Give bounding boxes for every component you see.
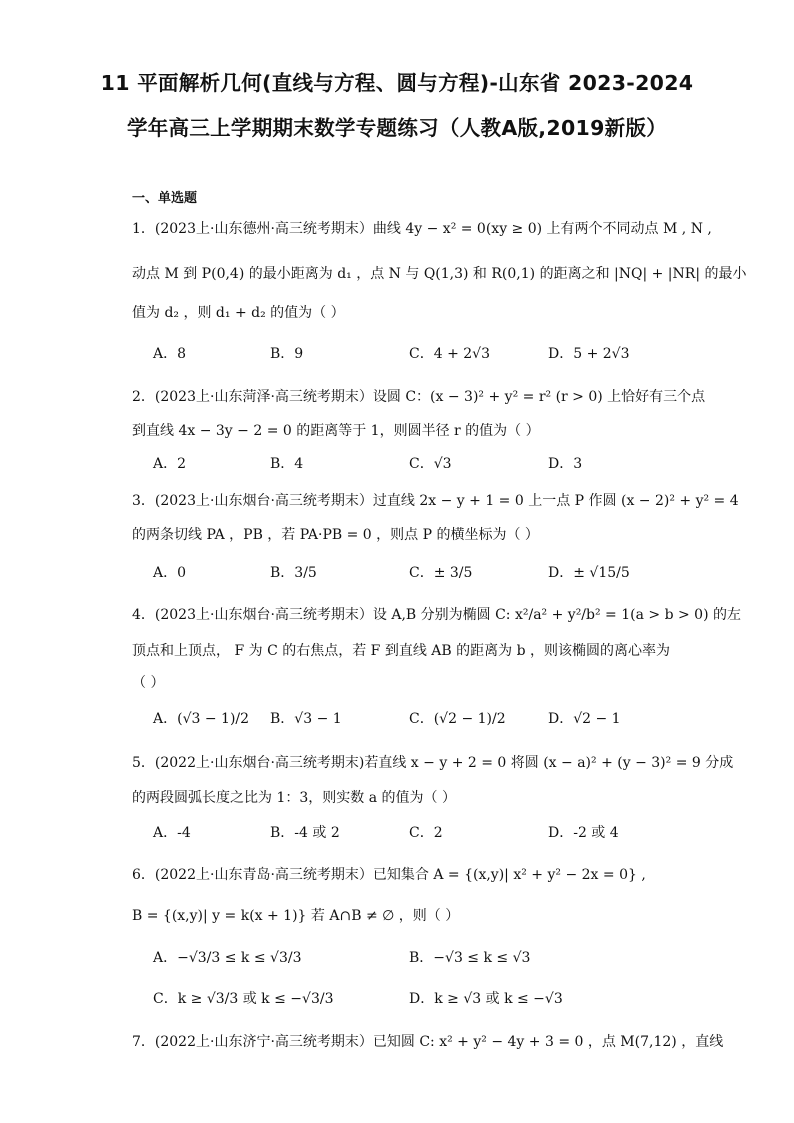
- question-6-option-c: C．k ≥ √3/3 或 k ≤ −√3/3: [153, 991, 334, 1007]
- question-6-option-d: D．k ≥ √3 或 k ≤ −√3: [409, 991, 563, 1007]
- question-5-line-1: 5．(2022上·山东烟台·高三统考期末)若直线 x − y + 2 = 0 将圆 (x − a)² + (y − 3)² = 9 分成: [132, 755, 734, 771]
- question-3-line-2: 的两条切线 PA ，PB ，若 PA·PB = 0 ，则点 P 的横坐标为（ ）: [132, 527, 539, 543]
- section-heading: 一、单选题: [132, 191, 198, 206]
- question-6-line-1: 6．(2022上·山东青岛·高三统考期末）已知集合 A = {(x,y)| x² + y² − 2x = 0} ,: [132, 867, 646, 883]
- question-1-option-c: C．4 + 2√3: [409, 346, 490, 362]
- question-4-option-d: D．√2 − 1: [548, 711, 621, 727]
- question-2-line-2: 到直线 4x − 3y − 2 = 0 的距离等于 1，则圆半径 r 的值为（ ）: [132, 423, 540, 439]
- question-5-line-2: 的两段圆弧长度之比为 1：3，则实数 a 的值为（ ）: [132, 790, 456, 806]
- question-7-line-1: 7．(2022上·山东济宁·高三统考期末）已知圆 C: x² + y² − 4y + 3 = 0 ，点 M(7,12) ，直线: [132, 1034, 724, 1050]
- question-6-line-2: B = {(x,y)| y = k(x + 1)} 若 A∩B ≠ ∅ ，则（ ）: [132, 908, 460, 924]
- question-3-line-1: 3．(2023上·山东烟台·高三统考期末）过直线 2x − y + 1 = 0 上一点 P 作圆 (x − 2)² + y² = 4: [132, 493, 739, 509]
- question-4-line-1: 4．(2023上·山东烟台·高三统考期末）设 A,B 分别为椭圆 C: x²/a² + y²/b² = 1(a > b > 0) 的左: [132, 607, 741, 623]
- question-6-option-a: A．−√3/3 ≤ k ≤ √3/3: [153, 950, 302, 966]
- question-3-option-b: B．3/5: [270, 565, 317, 581]
- question-1-line-2: 动点 M 到 P(0,4) 的最小距离为 d₁ ，点 N 与 Q(1,3) 和 R(0,1) 的距离之和 |NQ| + |NR| 的最小: [132, 266, 747, 282]
- question-4-option-b: B．√3 − 1: [270, 711, 342, 727]
- question-4-line-2: 顶点和上顶点， F 为 C 的右焦点，若 F 到直线 AB 的距离为 b ，则该椭圆的离心率为: [132, 643, 671, 659]
- question-2-option-c: C．√3: [409, 456, 452, 472]
- question-4-line-3: （ ）: [132, 675, 165, 691]
- document-title-line-2: 学年高三上学期期末数学专题练习（人教A版,2019新版）: [126, 116, 668, 140]
- question-1-line-1: 1．(2023上·山东德州·高三统考期末）曲线 4y − x² = 0(xy ≥ 0) 上有两个不同动点 M , N ,: [132, 221, 712, 237]
- question-3-option-d: D．± √15/5: [548, 565, 630, 581]
- question-2-option-b: B．4: [270, 456, 304, 472]
- question-5-option-c: C．2: [409, 825, 443, 841]
- question-6-option-b: B．−√3 ≤ k ≤ √3: [409, 950, 531, 966]
- question-4-option-a: A．(√3 − 1)/2: [153, 711, 250, 727]
- question-2-option-a: A．2: [153, 456, 187, 472]
- question-1-line-3: 值为 d₂ ，则 d₁ + d₂ 的值为（ ）: [132, 305, 345, 321]
- document-title-line-1: 11 平面解析几何(直线与方程、圆与方程)-山东省 2023-2024: [100, 71, 694, 95]
- question-1-option-d: D．5 + 2√3: [548, 346, 630, 362]
- question-1-option-b: B．9: [270, 346, 304, 362]
- question-3-option-a: A．0: [153, 565, 187, 581]
- question-1-option-a: A．8: [153, 346, 187, 362]
- question-5-option-d: D．-2 或 4: [548, 825, 619, 841]
- question-2-line-1: 2．(2023上·山东菏泽·高三统考期末）设圆 C：(x − 3)² + y² = r² (r > 0) 上恰好有三个点: [132, 389, 706, 405]
- question-5-option-a: A．-4: [153, 825, 191, 841]
- question-5-option-b: B．-4 或 2: [270, 825, 340, 841]
- question-2-option-d: D．3: [548, 456, 583, 472]
- question-3-option-c: C．± 3/5: [409, 565, 473, 581]
- question-4-option-c: C．(√2 − 1)/2: [409, 711, 506, 727]
